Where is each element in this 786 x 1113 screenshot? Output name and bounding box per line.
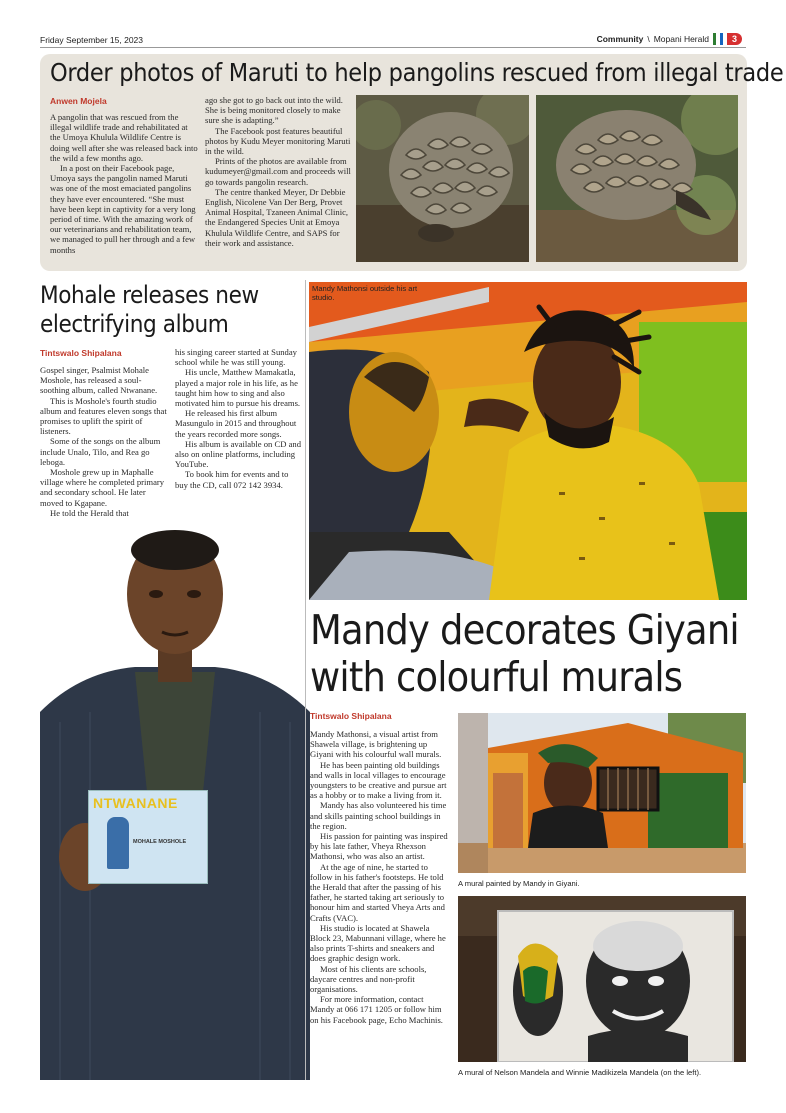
header-rule xyxy=(40,47,746,48)
mohale-column-2 xyxy=(175,347,303,490)
page-number: 3 xyxy=(727,33,742,45)
paragraph: A pangolin that was rescued from the illegal wildlife trade and rehabilitated at the Umoya Khulula Wildlife Centre is doing well after she was released back into the wild a few months ago. xyxy=(50,112,198,163)
pangolin-byline: Anwen Mojela xyxy=(50,96,107,106)
mandy-headline: Mandy decorates Giyani with colourful murals xyxy=(310,606,739,701)
mandy-photo xyxy=(309,282,747,600)
mural-1-caption: A mural painted by Mandy in Giyani. xyxy=(458,879,580,888)
paragraph: He told the Herald that xyxy=(50,507,129,518)
paragraph: His passion for painting was inspired by his late father, Vheya Rhexson Mathonsi, who was also an artist. xyxy=(310,831,448,862)
mohale-headline: Mohale releases new electrifying album xyxy=(40,281,259,338)
paragraph: Gospel singer, Psalmist Mohale Moshole, has released a soul-soothing album, called Ntwanane. xyxy=(40,365,158,396)
cd-album-cover xyxy=(88,790,208,884)
flag-green-bar xyxy=(713,33,716,45)
mural-photo-1 xyxy=(458,713,746,873)
mural-2-caption: A mural of Nelson Mandela and Winnie Madikizela Mandela (on the left). xyxy=(458,1068,702,1077)
header-masthead xyxy=(597,33,742,45)
paragraph: His album is available on CD and also on online platforms, including YouTube. xyxy=(175,438,301,470)
paragraph: His studio is located at Shawela Block 23, Mabunnani village, where he also prints T-shirts and sneakers and does graphic design work. xyxy=(310,922,446,964)
mandy-photo-caption: Mandy Mathonsi outside his art studio. xyxy=(312,284,418,302)
mural-photo-2 xyxy=(458,896,746,1062)
cd-artist: MOHALE MOSHOLE xyxy=(133,839,187,845)
paragraph: He has been painting old buildings and walls in local villages to encourage youngsters to be creative and pursue art as a hobby or to make a living from it. xyxy=(310,759,447,801)
paragraph: In a post on their Facebook page, Umoya says the pangolin named Maruti was one of the most emaciated pangolins they have ever encountered. “She must have been kept in captivity for a very long period of time. With the amazing work of our veterinarians and rehabilitation team, we managed to pull her through and a few months xyxy=(50,163,196,255)
section-name: Community xyxy=(596,34,644,44)
mandy-byline: Tintswalo Shipalana xyxy=(310,711,392,721)
paragraph: Most of his clients are schools, daycare centres and non-profit organisations. xyxy=(310,963,427,995)
paragraph: He released his first album Masungulo in 2015 and throughout the years recorded more songs. xyxy=(175,408,297,439)
paragraph: Moshole grew up in Maphalle village where he completed primary and secondary school. He later moved to Kgapane. xyxy=(40,467,165,508)
mandy-column xyxy=(310,729,450,1025)
paragraph: his singing career started at Sunday school while he was still young. xyxy=(175,347,297,368)
mohale-column-1 xyxy=(40,365,168,518)
paragraph: The centre thanked Meyer, Dr Debbie English, Nicolene Van Der Berg, Provet Animal Hospital, Tzaneen Animal Clinic, the Endangered Species Unit at Emoya Khulula Wildlife Centre, and SAPS for their work and assistance. xyxy=(205,186,349,248)
cd-singer-figure xyxy=(107,817,129,869)
pangolin-headline: Order photos of Maruti to help pangolins rescued from illegal trade xyxy=(50,58,784,87)
paragraph: His uncle, Matthew Mamakatla, played a major role in his life, as he taught him how to sing and also motivated him to pursue his dreams. xyxy=(175,367,301,409)
paragraph: ago she got to go back out into the wild. She is being monitored closely to make sure she is adapting.” xyxy=(205,95,343,126)
paragraph: This is Moshole's fourth studio album and features eleven songs that promises to uplift the spirit of listeners. xyxy=(40,395,167,437)
flag-blue-bar xyxy=(720,33,723,45)
paragraph: Mandy Mathonsi, a visual artist from Shawela village, is brightening up Giyani with his colourful wall murals. xyxy=(310,729,442,760)
publication-name: Mopani Herald xyxy=(653,34,709,44)
pangolin-column-2 xyxy=(205,95,353,248)
paragraph: Mandy has also volunteered his time and skills painting school buildings in the region. xyxy=(310,800,447,831)
mohale-photo xyxy=(40,522,310,1080)
header-date: Friday September 15, 2023 xyxy=(40,35,144,45)
paragraph: To book him for events and to buy the CD, call 072 142 3934. xyxy=(175,469,289,490)
pangolin-column-1 xyxy=(50,112,198,255)
pangolin-photo-1 xyxy=(356,95,529,262)
paragraph: Some of the songs on the album include Unalo, Tilo, and Rea go leboga. xyxy=(40,436,161,467)
paragraph: The Facebook post features beautiful photos by Kudu Meyer monitoring Maruti in the wild. xyxy=(205,125,351,157)
paragraph: Prints of the photos are available from kudumeyer@gmail.com and proceeds will go towards pangolin research. xyxy=(205,156,351,187)
pangolin-photo-2 xyxy=(536,95,738,262)
paragraph: At the age of nine, he started to follow in his father's footsteps. He told the Herald that after the passing of his father, he started taking art seriously to honour him and started Vheya Arts and Crafts (VAC). xyxy=(310,861,445,923)
cd-title: NTWANANE xyxy=(93,795,178,811)
mohale-byline: Tintswalo Shipalana xyxy=(40,348,122,358)
column-divider xyxy=(305,280,306,1080)
section-separator: \ xyxy=(647,34,650,44)
paragraph: For more information, contact Mandy at 066 171 1205 or follow him on his Facebook page, Echo Machinis. xyxy=(310,994,443,1025)
